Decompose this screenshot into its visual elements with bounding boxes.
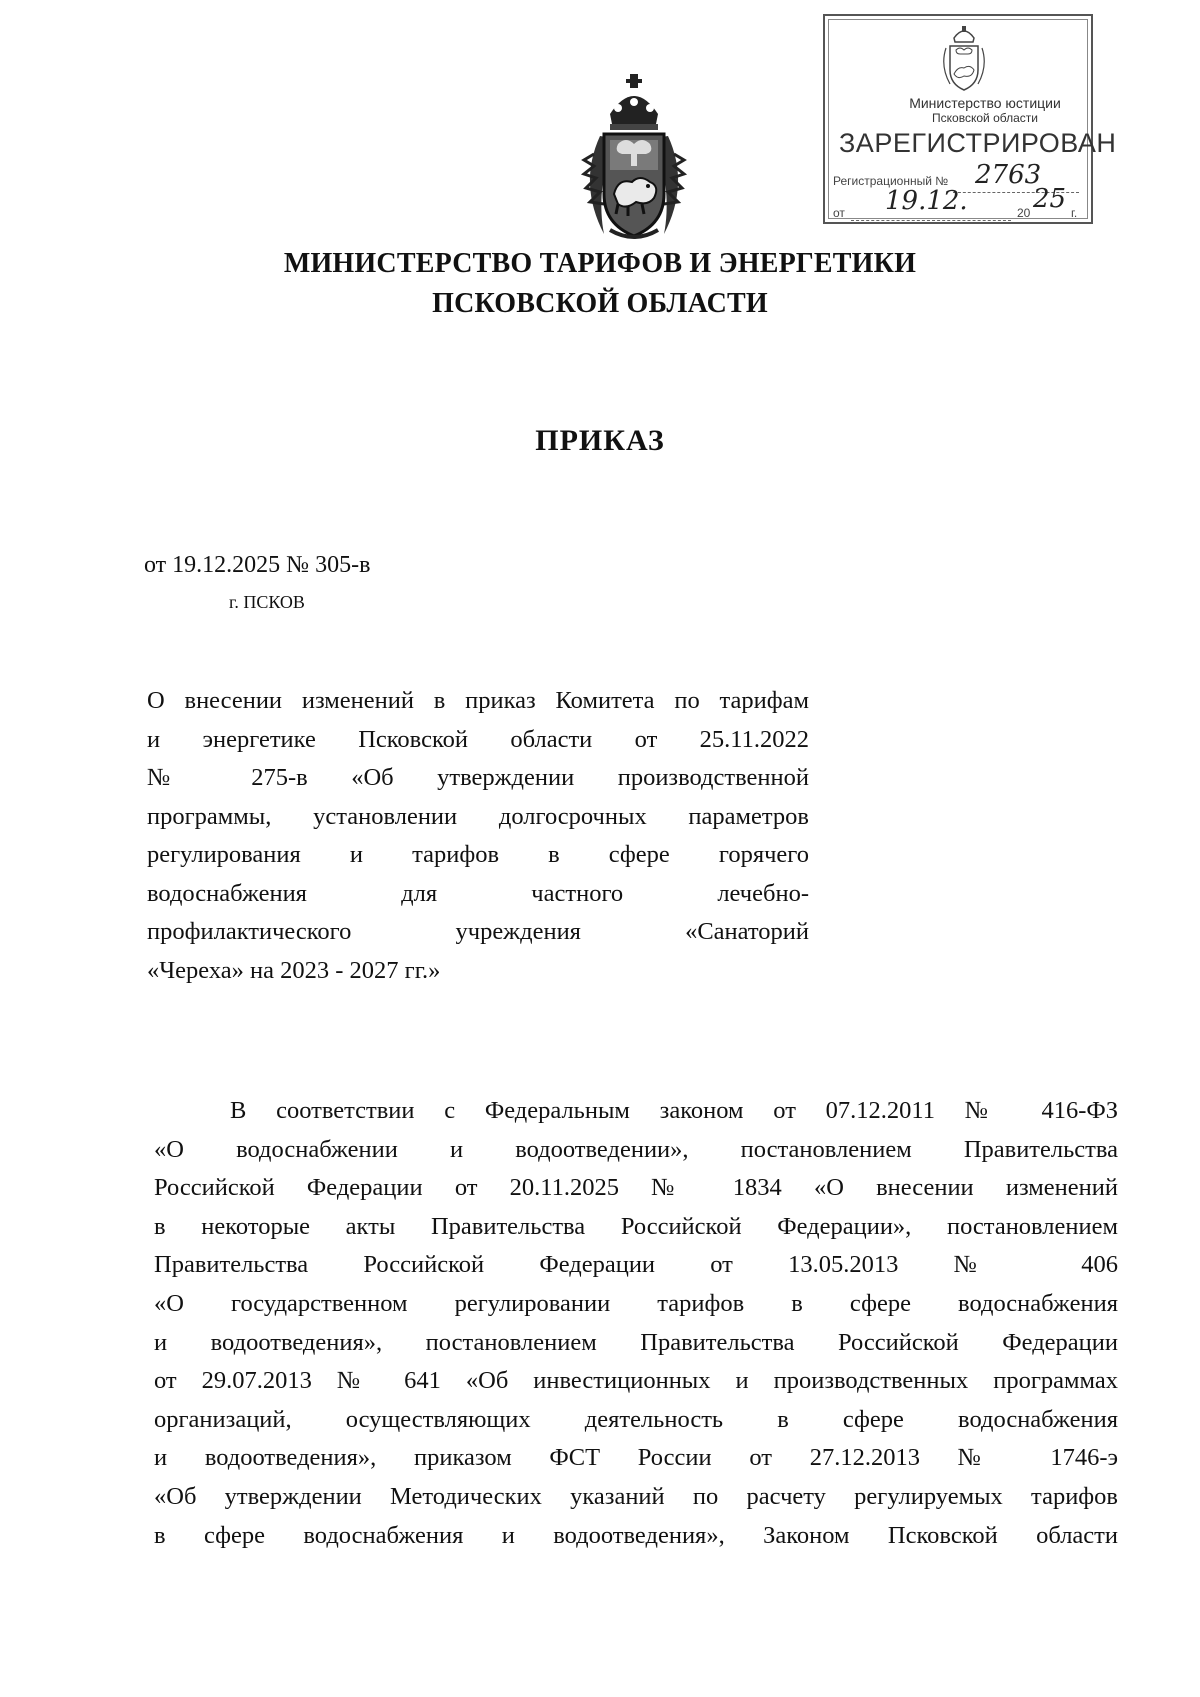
stamp-date-prefix: от <box>833 206 845 220</box>
coat-of-arms-emblem <box>570 74 698 242</box>
body-line: и водоотведения», приказом ФСТ России от 27.12.2013 № 1746-э <box>154 1444 1118 1472</box>
stamp-year-prefix: 20 <box>1017 206 1031 220</box>
body-line: В соответствии с Федеральным законом от 07.12.2011 № 416-ФЗ <box>230 1097 1118 1124</box>
stamp-status: ЗАРЕГИСТРИРОВАН <box>839 128 1117 158</box>
subject-line: «Череха» на 2023 - 2027 гг.» <box>147 956 441 984</box>
stamp-reg-number-label: Регистрационный № <box>833 174 949 188</box>
subject-line: программы, установлении долгосрочных параметров <box>147 802 809 830</box>
subject-line: регулирования и тарифов в сфере горячего <box>147 841 809 868</box>
document-type-heading: ПРИКАЗ <box>535 424 665 457</box>
stamp-year-suffix: г. <box>1071 206 1078 220</box>
body-line: в некоторые акты Правительства Российской Федерации», постановлением <box>154 1212 1118 1240</box>
stamp-date-value: 19.12. <box>885 186 968 216</box>
ministry-title-line2: ПСКОВСКОЙ ОБЛАСТИ <box>432 288 768 319</box>
ministry-title-line1: МИНИСТЕРСТВО ТАРИФОВ И ЭНЕРГЕТИКИ <box>283 248 917 279</box>
stamp-ministry-name <box>885 96 1085 126</box>
stamp-reg-number-value: 2763 <box>975 160 1042 190</box>
stamp-date-rule <box>851 220 1011 221</box>
body-line: «Об утверждении Методических указаний по расчету регулируемых тарифов <box>154 1482 1118 1510</box>
body-line: и водоотведения», постановлением Правительства Российской Федерации <box>154 1328 1118 1356</box>
subject-line: и энергетике Псковской области от 25.11.2022 <box>147 725 809 753</box>
body-line: Правительства Российской Федерации от 13.05.2013 № 406 <box>154 1251 1118 1279</box>
body-line: организаций, осуществляющих деятельность в сфере водоснабжения <box>154 1405 1118 1433</box>
stamp-ministry-line2: Псковской области <box>932 111 1038 125</box>
stamp-year-value: 25 <box>1033 184 1067 214</box>
order-date-number: от 19.12.2025 № 305-в <box>144 552 371 578</box>
body-line: «О водоснабжении и водоотведении», постановлением Правительства <box>154 1135 1118 1163</box>
body-line: от 29.07.2013 № 641 «Об инвестиционных и производственных программах <box>154 1367 1118 1395</box>
stamp-emblem-icon <box>940 26 988 92</box>
body-line: Российской Федерации от 20.11.2025 № 1834 «О внесении изменений <box>154 1174 1118 1202</box>
body-line: «О государственном регулировании тарифов в сфере водоснабжения <box>154 1289 1118 1317</box>
order-body-paragraph <box>154 1092 1118 1555</box>
subject-line: водоснабжения для частного лечебно- <box>147 879 809 907</box>
order-city: г. ПСКОВ <box>229 592 305 612</box>
subject-line: О внесении изменений в приказ Комитета по тарифам <box>147 687 809 714</box>
body-line: в сфере водоснабжения и водоотведения», Законом Псковской области <box>154 1521 1118 1549</box>
registration-stamp <box>823 14 1117 224</box>
order-subject <box>147 682 809 990</box>
subject-line: профилактического учреждения «Санаторий <box>147 918 809 945</box>
stamp-ministry-line1: Министерство юстиции <box>909 95 1061 111</box>
ministry-title <box>230 244 970 324</box>
subject-line: № 275-в «Об утверждении производственной <box>147 764 809 791</box>
